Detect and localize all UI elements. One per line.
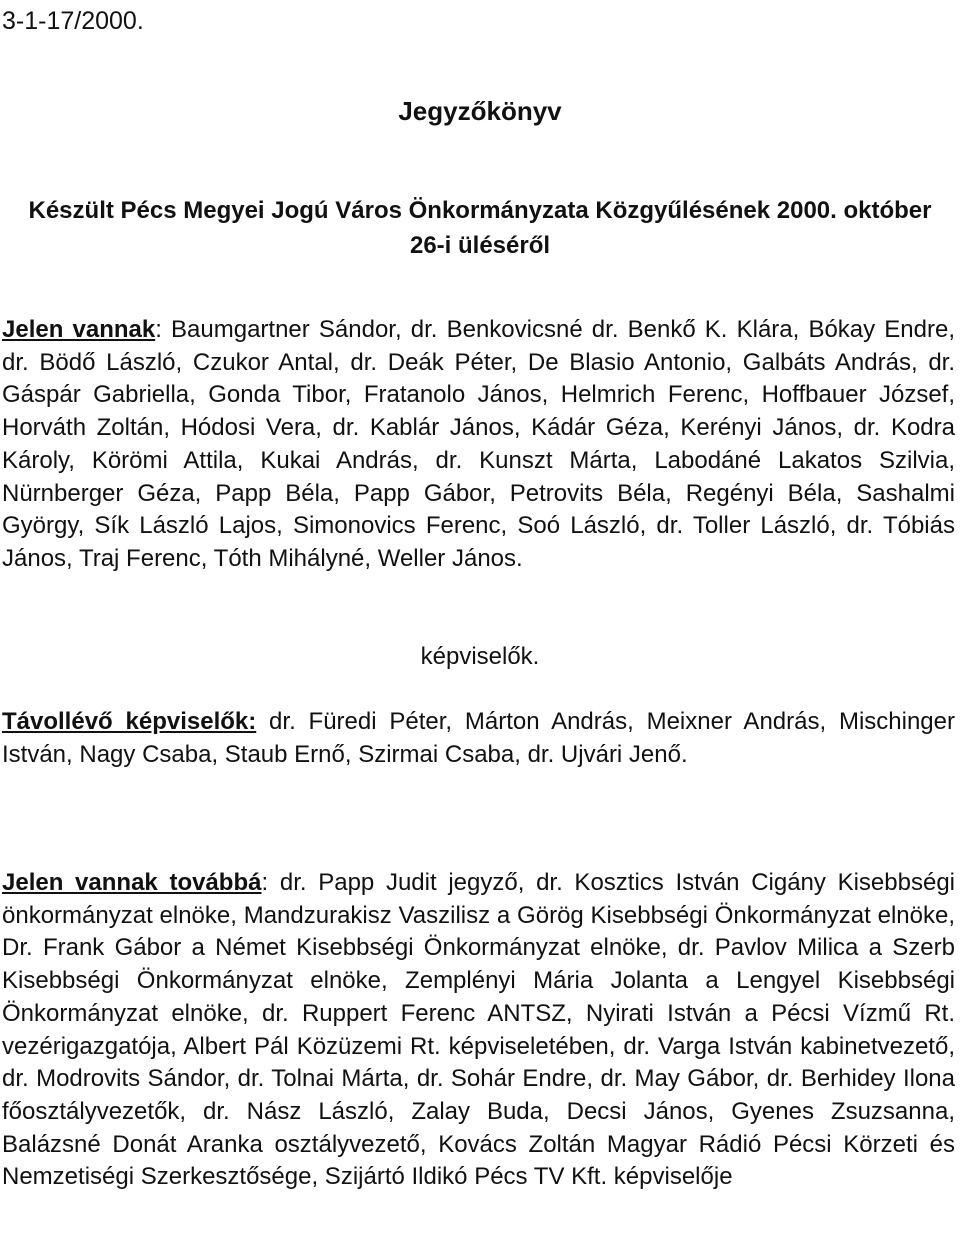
also-present-list: : dr. Papp Judit jegyző, dr. Kosztics István Cigány Kisebbségi önkormányzat elnöke, Mandzurakisz Vaszilisz a Görög Kisebbségi Önkormányzat elnöke, Dr. Frank Gábor a Német Kisebbségi Önkormányzat elnöke, dr. Pavlov Milica a Szerb Kisebbségi Önkormányzat elnöke, Zemplényi Mária Jolanta a Lengyel Kisebbségi Önkormányzat elnöke, dr. Ruppert Ferenc ANTSZ, Nyirati István a Pécsi Vízmű Rt. vezérigazgatója, Albert Pál Közüzemi Rt. képviseletében, dr. Varga István kabinetvezető, dr. Modrovits Sándor, dr. Tolnai Márta, dr. Sohár Endre, dr. May Gábor, dr. Berhidey Ilona főosztályvezetők, dr. Nász László, Zalay Buda, Decsi János, Gyenes Zsuzsanna, Balázsné Donát Aranka osztályvezető, Kovács Zoltán Magyar Rádió Pécsi Körzeti és Nemzetiségi Szerkesztősége, Szijártó Ildikó Pécs TV Kft. képviselője	[2, 869, 956, 1191]
present-members-list: : Baumgartner Sándor, dr. Benkovicsné dr. Benkő K. Klára, Bókay Endre, dr. Bödő László, Czukor Antal, dr. Deák Péter, De Blasio Antonio, Galbáts András, dr. Gáspár Gabriella, Gonda Tibor, Fratanolo János, Helmrich Ferenc, Hoffbauer József, Horváth Zoltán, Hódosi Vera, dr. Kablár János, Kádár Géza, Kerényi János, dr. Kodra Károly, Körömi Attila, Kukai András, dr. Kunszt Márta, Labodáné Lakatos Szilvia, Nürnberger Géza, Papp Béla, Papp Gábor, Petrovits Béla, Regényi Béla, Sashalmi György, Sík László Lajos, Simonovics Ferenc, Soó László, dr. Toller László, dr. Tóbiás János, Traj Ferenc, Tóth Mihályné, Weller János.	[2, 316, 955, 572]
also-present-paragraph	[2, 867, 955, 1194]
representatives-closing: képviselők.	[420, 643, 540, 670]
present-members-label: Jelen vannak	[2, 316, 156, 343]
also-present-label: Jelen vannak továbbá	[2, 869, 262, 896]
absent-members-label: Távollévő képviselők:	[2, 708, 257, 735]
absent-members-list: dr. Füredi Péter, Márton András, Meixner András, Mischinger István, Nagy Csaba, Staub Ernő, Szirmai Csaba, dr. Ujvári Jenő.	[2, 708, 955, 768]
document-subtitle: Készült Pécs Megyei Jogú Város Önkormányzata Közgyűlésének 2000. október 26-i üléséről	[28, 197, 932, 259]
present-members-paragraph	[2, 314, 955, 576]
document-reference-number: 3-1-17/2000.	[2, 7, 144, 35]
absent-members-paragraph	[2, 706, 955, 771]
document-title: Jegyzőkönyv	[398, 96, 562, 126]
